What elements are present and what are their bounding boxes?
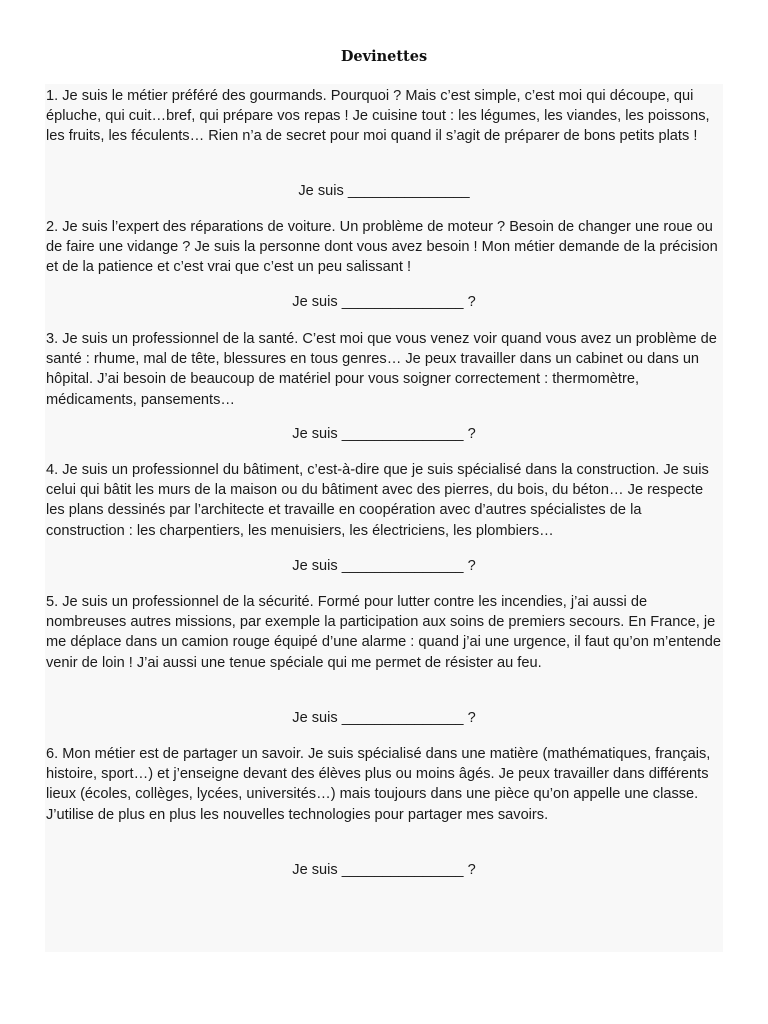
riddle-3-text: 3. Je suis un professionnel de la santé. C’est moi que vous venez voir quand vous avez un problème de santé : rhume, mal de tête, blessures en tous genres… Je peux travailler dans un cabinet ou dans un hôpital. J’ai besoin de beaucoup de matériel pour vous soigner correctement : thermomètre, médicaments, pansements… — [46, 331, 717, 408]
riddle-6-text: 6. Mon métier est de partager un savoir. Je suis spécialisé dans une matière (mathématiques, français, histoire, sport…) et j’enseigne devant des élèves plus ou moins âgés. Je peux travailler dans différents lieux (écoles, collèges, lycées, universités…) mais toujours dans une pièce qu’on appelle une classe. J’utilise de plus en plus les nouvelles technologies pour partager mes savoirs. — [46, 746, 711, 823]
riddle-5-text: 5. Je suis un professionnel de la sécurité. Formé pour lutter contre les incendies, j’ai aussi de nombreuses autres missions, par exemple la participation aux soins de premiers secours. En France, je me déplace dans un camion rouge équipé d’une alarme : quand j’ai une urgence, il faut qu’on m’entende venir de loin ! J’ai aussi une tenue spéciale qui me permet de résister au feu. — [46, 594, 722, 671]
riddle-1-answer: Je suis _______________ — [298, 183, 470, 199]
riddle-5-answer: Je suis _______________ ? — [292, 710, 476, 726]
riddles-area — [45, 84, 723, 952]
riddle-2-answer: Je suis _______________ ? — [292, 294, 476, 310]
riddle-3-answer: Je suis _______________ ? — [292, 426, 476, 442]
riddle-1-text: 1. Je suis le métier préféré des gourmands. Pourquoi ? Mais c’est simple, c’est moi qui découpe, qui épluche, qui cuit…bref, qui prépare vos repas ! Je cuisine tout : les légumes, les viandes, les poissons, les fruits, les féculents… Rien n’a de secret pour moi quand il s’agit de préparer de bons petits plats ! — [46, 88, 710, 145]
riddle-4-text: 4. Je suis un professionnel du bâtiment, c’est-à-dire que je suis spécialisé dans la construction. Je suis celui qui bâtit les murs de la maison ou du bâtiment avec des pierres, du bois, du béton… Je respecte les plans dessinés par l’architecte et travaille en coopération avec d’autres spécialistes de la construction : les charpentiers, les menuisiers, les électriciens, les plombiers… — [46, 462, 709, 539]
riddle-2-text: 2. Je suis l’expert des réparations de voiture. Un problème de moteur ? Besoin de changer une roue ou de faire une vidange ? Je suis la personne dont vous avez besoin ! Mon métier demande de la précision et de la patience et c’est vrai que c’est un peu salissant ! — [46, 219, 718, 276]
document-title: Devinettes — [340, 48, 428, 65]
riddle-6-answer: Je suis _______________ ? — [292, 862, 476, 878]
riddle-4-answer: Je suis _______________ ? — [292, 558, 476, 574]
